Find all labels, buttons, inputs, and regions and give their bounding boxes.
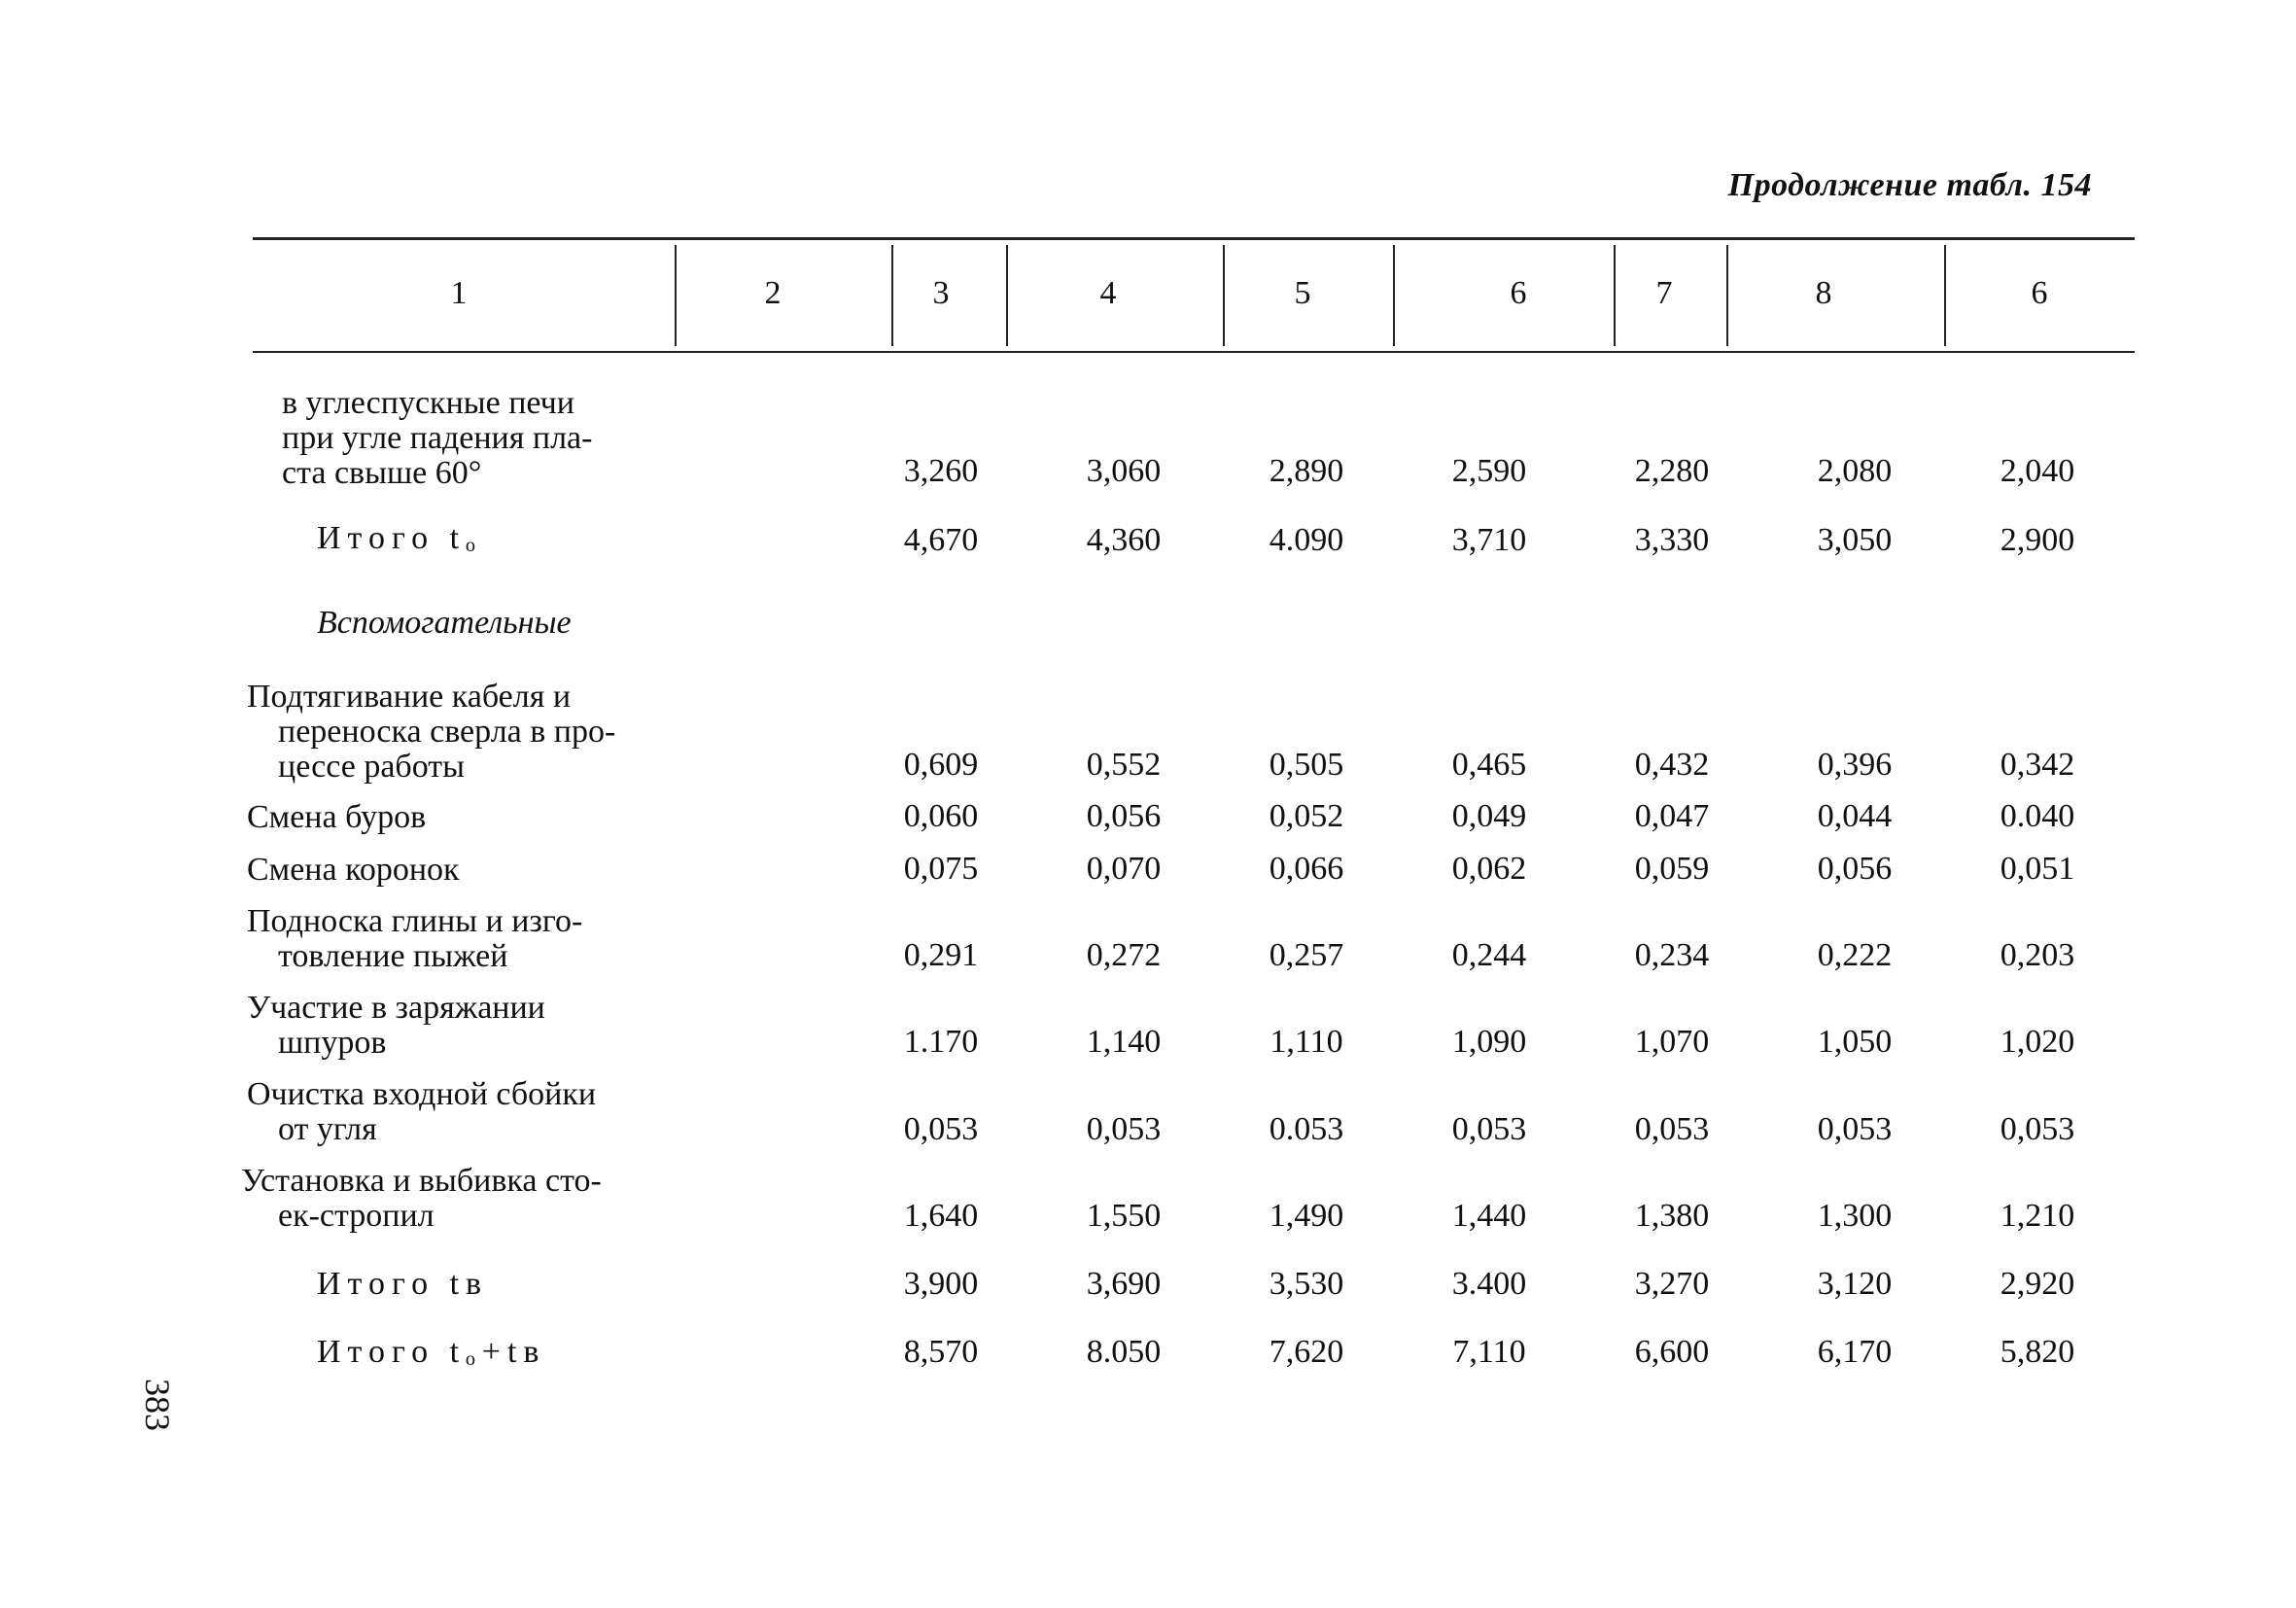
table-cell: 0,432 [1634, 747, 1710, 783]
table-cell: 1.170 [903, 1024, 979, 1060]
table-cell: 4,360 [1086, 522, 1162, 558]
row-label: Подтягивание кабеля и переноска сверла в про- цессе работы [247, 679, 616, 785]
table-cell: 3,530 [1269, 1266, 1344, 1302]
header-separator [675, 245, 677, 346]
header-separator [1006, 245, 1008, 346]
table-cell: 0,272 [1086, 937, 1162, 973]
header-cell: 6 [2031, 275, 2048, 311]
table-cell: 1,490 [1269, 1198, 1344, 1234]
table-cell: 3,710 [1451, 522, 1527, 558]
table-cell: 0,059 [1634, 851, 1710, 887]
header-separator [1223, 245, 1225, 346]
table-cell: 4,670 [903, 522, 979, 558]
table-cell: 0,066 [1269, 851, 1344, 887]
table-cell: 0,053 [1817, 1111, 1893, 1147]
table-cell: 2,900 [2000, 522, 2075, 558]
table-cell: 8,570 [903, 1334, 979, 1370]
table-cell: 0,396 [1817, 747, 1893, 783]
row-label: в углеспускные печи при угле падения пла- ста свыше 60° [282, 385, 593, 491]
row-label: Смена буров [247, 799, 427, 835]
header-separator [1944, 245, 1946, 346]
table-cell: 0,052 [1269, 798, 1344, 834]
header-cell: 7 [1655, 275, 1673, 311]
table-cell: 2,080 [1817, 453, 1893, 489]
header-cell: 3 [932, 275, 950, 311]
table-cell: 0,505 [1269, 747, 1344, 783]
table-cell: 0,062 [1451, 851, 1527, 887]
page-number: 383 [138, 1379, 177, 1431]
table-cell: 0,049 [1451, 798, 1527, 834]
table-cell: 0,075 [903, 851, 979, 887]
table-cell: 0,060 [903, 798, 979, 834]
table-cell: 0,465 [1451, 747, 1527, 783]
table-cell: 6,170 [1817, 1334, 1893, 1370]
table-cell: 2,920 [2000, 1266, 2075, 1302]
table-cell: 6,600 [1634, 1334, 1710, 1370]
table-cell: 4.090 [1269, 522, 1344, 558]
table-cell: 1,050 [1817, 1024, 1893, 1060]
header-cell: 4 [1099, 275, 1117, 311]
table-cell: 3,260 [903, 453, 979, 489]
table-cell: 1,380 [1634, 1198, 1710, 1234]
row-label: Установка и выбивка сто- ек-стропил [241, 1163, 602, 1234]
table-cell: 3,120 [1817, 1266, 1893, 1302]
table-cell: 0,244 [1451, 937, 1527, 973]
header-cell: 1 [450, 275, 468, 311]
header-cell: 6 [1510, 275, 1527, 311]
table-cell: 0.053 [1269, 1111, 1344, 1147]
table-cell: 0,047 [1634, 798, 1710, 834]
table-cell: 0,342 [2000, 747, 2075, 783]
table-cell: 0,044 [1817, 798, 1893, 834]
table-cell: 2,890 [1269, 453, 1344, 489]
table-top-rule [253, 237, 2135, 240]
table-cell: 0,056 [1817, 851, 1893, 887]
table-cell: 7,620 [1269, 1334, 1344, 1370]
row-label: Итого tₒ+tв [317, 1334, 546, 1370]
table-cell: 2,040 [2000, 453, 2075, 489]
row-label: Итого tв [317, 1266, 489, 1302]
header-cell: 8 [1815, 275, 1832, 311]
table-caption: Продолжение табл. 154 [1727, 167, 2092, 203]
table-cell: 1,110 [1270, 1024, 1343, 1060]
table-cell: 1,020 [2000, 1024, 2075, 1060]
table-cell: 0.040 [2000, 798, 2075, 834]
table-cell: 1,070 [1634, 1024, 1710, 1060]
table-cell: 1,440 [1451, 1198, 1527, 1234]
header-separator [1726, 245, 1728, 346]
table-cell: 2,590 [1451, 453, 1527, 489]
table-cell: 1,140 [1086, 1024, 1162, 1060]
table-cell: 0,053 [1634, 1111, 1710, 1147]
table-cell: 0,053 [1086, 1111, 1162, 1147]
header-cell: 2 [764, 275, 782, 311]
table-cell: 0,552 [1086, 747, 1162, 783]
table-cell: 3,060 [1086, 453, 1162, 489]
table-cell: 1,210 [2000, 1198, 2075, 1234]
table-cell: 8.050 [1086, 1334, 1162, 1370]
row-label: Смена коронок [247, 852, 460, 888]
row-label: Подноска глины и изго- товление пыжей [247, 903, 583, 974]
table-cell: 0,203 [2000, 937, 2075, 973]
table-cell: 7,110 [1452, 1334, 1526, 1370]
header-separator [1393, 245, 1395, 346]
table-cell: 0,053 [2000, 1111, 2075, 1147]
table-cell: 0,056 [1086, 798, 1162, 834]
table-cell: 0,609 [903, 747, 979, 783]
table-cell: 3,270 [1634, 1266, 1710, 1302]
table-cell: 0,257 [1269, 937, 1344, 973]
table-cell: 5,820 [2000, 1334, 2075, 1370]
section-title: Вспомогательные [317, 605, 572, 641]
table-cell: 3,330 [1634, 522, 1710, 558]
row-label: Участие в заряжании шпуров [247, 990, 545, 1061]
table-cell: 0,053 [1451, 1111, 1527, 1147]
header-cell: 5 [1294, 275, 1311, 311]
table-cell: 3,690 [1086, 1266, 1162, 1302]
table-cell: 2,280 [1634, 453, 1710, 489]
header-separator [891, 245, 893, 346]
table-cell: 3,900 [903, 1266, 979, 1302]
table-cell: 1,300 [1817, 1198, 1893, 1234]
row-label: Итого tₒ [317, 520, 482, 556]
table-cell: 3.400 [1451, 1266, 1527, 1302]
table-cell: 0,291 [903, 937, 979, 973]
table-cell: 0,053 [903, 1111, 979, 1147]
table-cell: 3,050 [1817, 522, 1893, 558]
table-cell: 0,234 [1634, 937, 1710, 973]
table-cell: 1,640 [903, 1198, 979, 1234]
table-cell: 0,051 [2000, 851, 2075, 887]
table-cell: 0,070 [1086, 851, 1162, 887]
row-label: Очистка входной сбойки от угля [247, 1076, 597, 1147]
table-cell: 1,090 [1451, 1024, 1527, 1060]
table-cell: 0,222 [1817, 937, 1893, 973]
table-header-rule [253, 351, 2135, 353]
table-cell: 1,550 [1086, 1198, 1162, 1234]
header-separator [1614, 245, 1616, 346]
